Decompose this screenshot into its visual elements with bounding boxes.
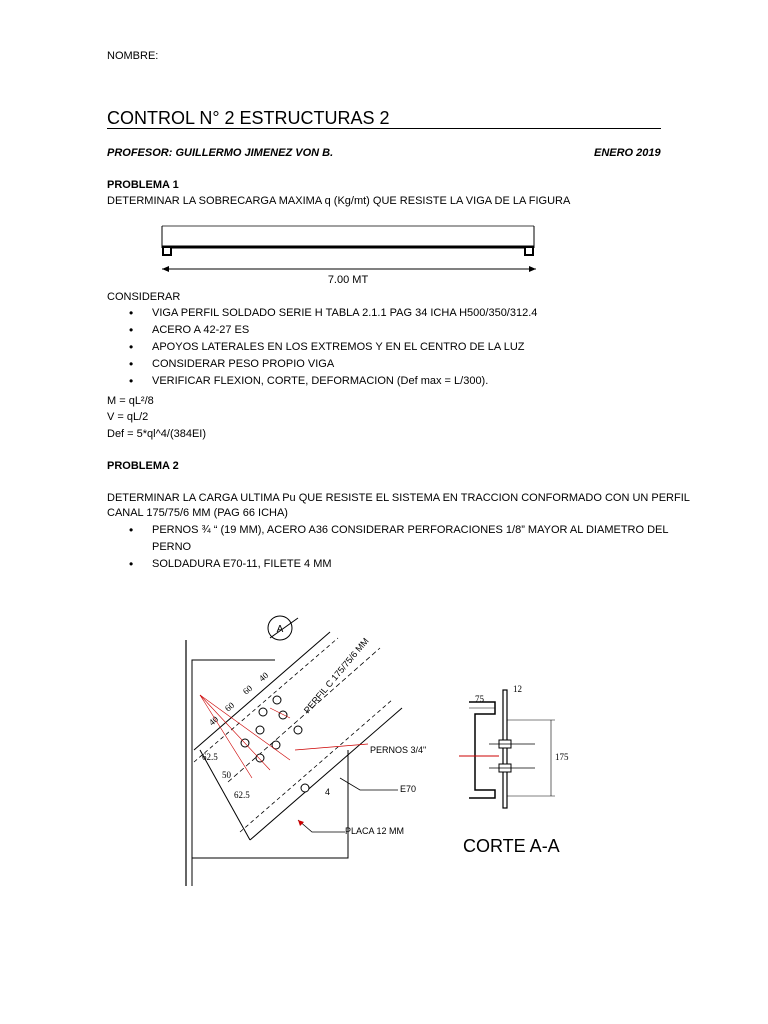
gusset-plate-edge [192,660,275,886]
right-support [525,247,533,255]
formula-shear: V = qL/2 [107,411,149,423]
bolts-condition: PERNOS ¾ “ (19 MM), ACERO A36 CONSIDERAR PERFORACIONES 1/8” MAYOR AL DIAMETRO DEL [152,524,669,536]
section-dim-175: 175 [555,752,569,762]
bolts-label: PERNOS 3/4" [370,745,427,755]
problem2-statement-line1: DETERMINAR LA CARGA ULTIMA Pu QUE RESISTE EL SISTEMA EN TRACCION CONFORMADO CON UN PERFIL [107,492,690,504]
profile-centerline [228,648,380,782]
section-title: CORTE A-A [463,836,560,856]
condition-item: • ACERO A 42-27 ES [107,322,537,339]
weld-condition: SOLDADURA E70-11, FILETE 4 MM [152,558,332,570]
problem1-heading: PROBLEMA 1 [107,179,179,191]
weld-label: E70 [400,784,417,794]
span-arrow-left [162,266,169,272]
bolt-hole [279,711,287,719]
problem1-conditions-list [107,305,537,390]
professor-line: PROFESOR: GUILLERMO JIMENEZ VON B. [107,147,334,159]
problem2-conditions-list [107,522,669,573]
section-dim-12: 12 [513,684,522,694]
left-support [163,247,171,255]
plate-arrow [298,820,304,826]
profile-flange-line [240,700,392,832]
dim-60-top: 60 [240,683,255,697]
page-title: CONTROL N° 2 ESTRUCTURAS 2 [107,108,390,128]
bolt-hole [259,708,267,716]
span-arrow-right [529,266,536,272]
span-label: 7.00 MT [327,274,369,286]
dim-60-mid: 60 [222,700,237,714]
weld-leader [340,778,398,790]
section-dim-75: 75 [475,694,484,704]
dim-62-5-bottom: 62.5 [234,790,250,800]
condition-item [107,556,669,573]
dim-50: 50 [222,770,231,780]
dim-40-mid: 40 [206,714,221,728]
dim-62-5-left: 62.5 [202,752,218,762]
bolts-condition-cont: PERNO [152,541,192,553]
profile-label: PERFIL C 175/75/6 MM [301,635,371,716]
formula-moment: M = qL²/8 [107,395,154,407]
formula-deflection: Def = 5*ql^4/(384EI) [107,428,207,440]
plate-leader [298,820,345,832]
bolt-hole [273,696,281,704]
plate-section [503,690,507,808]
plate-label: PLACA 12 MM [345,826,405,836]
beam-figure [150,222,550,292]
bolt-hole [256,726,264,734]
problem2-heading: PROBLEMA 2 [107,460,179,472]
profile-edge [250,708,405,840]
condition-item: • APOYOS LATERALES EN LOS EXTREMOS Y EN EL CENTRO DE LA LUZ [107,339,537,356]
condition-item [107,522,669,539]
section-mark-label: A [276,624,284,635]
weld-size: 4 [325,787,331,797]
bolt-hole [301,784,309,792]
problem1-statement: DETERMINAR LA SOBRECARGA MAXIMA q (Kg/mt) QUE RESISTE LA VIGA DE LA FIGURA [107,195,571,207]
date-line: ENERO 2019 [594,147,661,159]
gusset-plate-edge-lower [192,750,348,858]
bolt-hole [294,726,302,734]
section-drawing [455,680,585,810]
dim-40-top: 40 [256,670,271,684]
consider-label: CONSIDERAR [107,291,181,303]
name-label: NOMBRE: [107,50,159,62]
channel-section [469,702,495,798]
problem2-statement-line2: CANAL 175/75/6 MM (PAG 66 ICHA) [107,507,288,519]
bolt-hole [256,754,264,762]
title-rule [107,128,661,129]
condition-item: • VIGA PERFIL SOLDADO SERIE H TABLA 2.1.1 PAG 34 ICHA H500/350/312.4 [107,305,537,322]
dim-leader [200,695,290,760]
condition-item: • VERIFICAR FLEXION, CORTE, DEFORMACION (Def max = L/300). [107,373,537,390]
condition-item: • CONSIDERAR PESO PROPIO VIGA [107,356,537,373]
condition-item-continuation [107,539,669,556]
